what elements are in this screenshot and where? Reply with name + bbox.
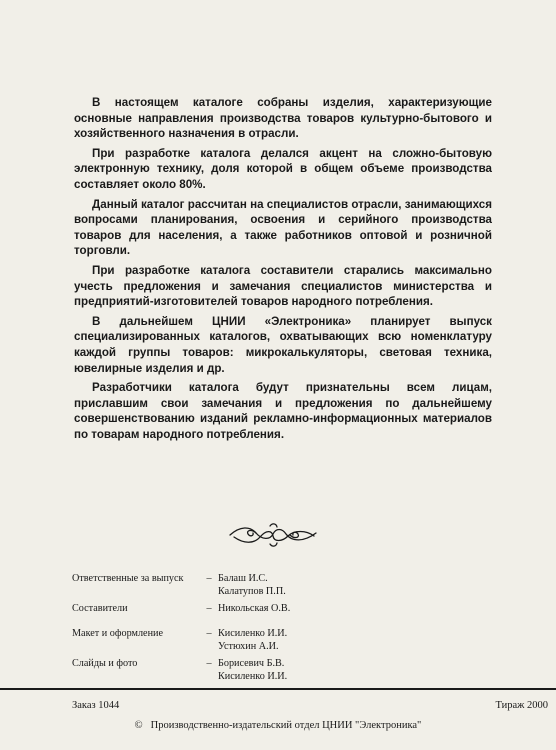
credit-role: Ответственные за выпуск xyxy=(72,573,184,584)
credit-row xyxy=(72,572,290,598)
intro-paragraph: При разработке каталога составители старались максимально учесть предложения и замечания специалистов министерства и предприятий-изготовителей товаров народного потребления. xyxy=(74,263,492,309)
credit-name: Никольская О.В. xyxy=(218,603,291,614)
copyright-icon: © xyxy=(134,720,143,731)
credit-row xyxy=(72,602,290,615)
footer-divider xyxy=(0,688,556,690)
credit-row xyxy=(72,657,290,683)
intro-paragraph: При разработке каталога делался акцент на сложно-бытовую электронную технику, доля которой в общем объеме производства составляет около 80%. xyxy=(74,146,492,191)
intro-paragraph: В дальнейшем ЦНИИ «Электроника» планирует выпуск специализированных каталогов, охватывающих всю номенклатуру каждой группы товаров: микрокалькуляторы, световая техника, ювелирные изделия и др. xyxy=(74,314,492,375)
credit-name: Борисевич Б.В. xyxy=(218,658,285,669)
credit-name: Кисиленко И.И. xyxy=(218,671,288,682)
publisher-name: Производственно-издательский отдел ЦНИИ "Электроника" xyxy=(150,720,422,731)
credit-names xyxy=(216,602,290,615)
credit-names xyxy=(216,572,286,598)
flourish-divider-icon xyxy=(226,518,320,550)
credit-role: Составители xyxy=(72,603,128,614)
intro-paragraph: Разработчики каталога будут признательны всем лицам, приславшим свои замечания и предложения по дальнейшему совершенствованию изданий рекламно-информационных материалов по товарам народного потребления. xyxy=(74,381,492,441)
credit-names xyxy=(216,657,287,683)
credit-names xyxy=(216,627,287,653)
intro-paragraph: Данный каталог рассчитан на специалистов отрасли, занимающихся вопросами планирования, освоения и серийного производства товаров для населения, а также работников оптовой и розничной торговли. xyxy=(74,197,492,258)
credit-dash: – xyxy=(206,573,212,584)
print-run: Тираж 2000 xyxy=(495,700,548,711)
credit-dash: – xyxy=(206,603,212,614)
credit-role: Макет и оформление xyxy=(72,628,164,639)
credit-dash: – xyxy=(206,658,212,669)
credit-row xyxy=(72,627,290,653)
credit-name: Калатупов П.П. xyxy=(218,586,286,597)
intro-paragraph: В настоящем каталоге собраны изделия, характеризующие основные направления производства товаров культурно-бытового и хозяйственного назначения в отрасли. xyxy=(74,96,492,141)
copyright-line xyxy=(0,720,556,731)
credit-name: Балаш И.С. xyxy=(218,573,268,584)
credit-dash: – xyxy=(206,628,212,639)
credit-role: Слайды и фото xyxy=(72,658,138,669)
intro-text xyxy=(74,95,492,446)
credits-block xyxy=(72,572,290,683)
credit-name: Кисиленко И.И. xyxy=(218,628,288,639)
credit-name: Устюхин А.И. xyxy=(218,641,279,652)
order-number: Заказ 1044 xyxy=(72,700,120,711)
